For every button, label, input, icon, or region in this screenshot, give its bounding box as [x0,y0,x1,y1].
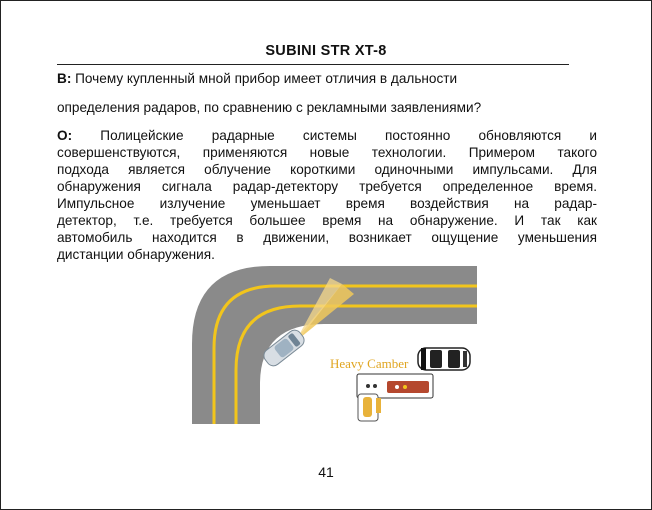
answer-block [57,127,597,263]
answer-label: О: [57,128,73,143]
page-title: SUBINI STR XT-8 [265,43,387,59]
answer-line: детектор, т.е. требуется большее время на обнаружение. И так как [57,213,597,228]
answer-line: О: Полицейские радарные системы постоянно обновляются и [57,128,597,143]
question-line-2 [57,99,597,116]
answer-line: автомобиль находится в движении, возникает ощущение уменьшения [57,230,597,245]
road-illustration-svg [192,266,477,424]
heavy-camber-caption: Heavy Camber [330,356,409,371]
question-line-1 [57,70,597,87]
answer-line: обнаружения сигнала радар-детектору требуется определенное время. [57,179,597,194]
police-car [418,348,470,370]
hand-device [358,394,381,421]
question-text-1: Почему купленный мной прибор имеет отличия в дальности [75,71,458,86]
question-label: В: [57,71,72,86]
page-number: 41 [318,464,334,480]
question-text-2: определения радаров, по сравнению с рекламными заявлениями? [57,100,482,115]
answer-line: совершенствуются, применяются новые технологии. Примером такого [57,145,597,160]
header-divider [57,64,569,65]
answer-line: подхода является облучение короткими одиночными импульсами. Для [57,162,597,177]
answer-line: Импульсное излучение уменьшает время воздействия на радар- [57,196,597,211]
road-illustration [192,266,477,424]
answer-line: дистанции обнаружения. [57,247,215,262]
